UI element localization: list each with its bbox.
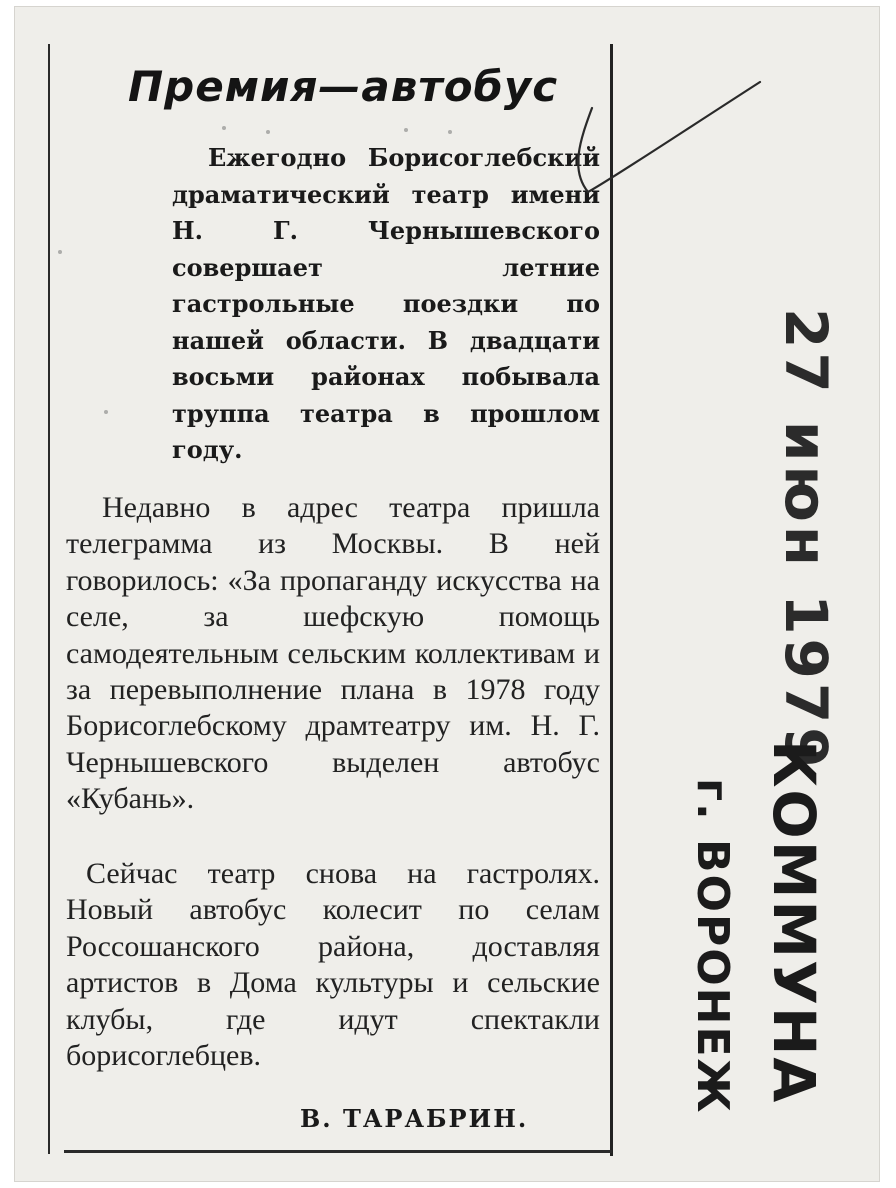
pen-check-mark [560, 80, 780, 200]
print-speck [266, 130, 270, 134]
article-lead: Ежегодно Борисоглебский драматический театр имени Н. Г. Чернышевского совершает летние гастрольные поездки по нашей области. В двадцати восьми районах побывала труппа театра в прошлом году. [172, 143, 600, 464]
archive-stamp [650, 290, 850, 1115]
print-speck [58, 250, 62, 254]
print-speck [222, 126, 226, 130]
column-rule-bottom [64, 1150, 612, 1153]
column-rule-right [610, 44, 613, 1156]
article-headline: Премия—автобус [128, 62, 559, 111]
print-speck [404, 128, 408, 132]
article-paragraph-2: Сейчас театр снова на гастролях. Новый автобус колесит по селам Россошанского района, доставляя артистов в Дома культуры и сельские клубы, где идут спектакли борисоглебцев. [66, 857, 600, 1073]
print-speck [448, 130, 452, 134]
article-signature: В. ТАРАБРИН. [300, 1104, 529, 1133]
column-rule-left [48, 44, 50, 1154]
article-paragraph-1: Недавно в адрес театра пришла телеграмма из Москвы. В ней говорилось: «За пропаганду искусства на селе, за шефскую помощь самодеятельным сельским коллективам и за перевыполнение плана в 1978 году Борисоглебскому драмтеатру им. Н. Г. Чернышевского выделен автобус «Кубань». [66, 491, 600, 816]
stamp-city: г. ВОРОНЕЖ [687, 778, 738, 1115]
stamp-newspaper-name: КОММУНА [760, 740, 828, 1105]
print-speck [104, 410, 108, 414]
stamp-date: 27 июн 1979 [772, 308, 840, 772]
